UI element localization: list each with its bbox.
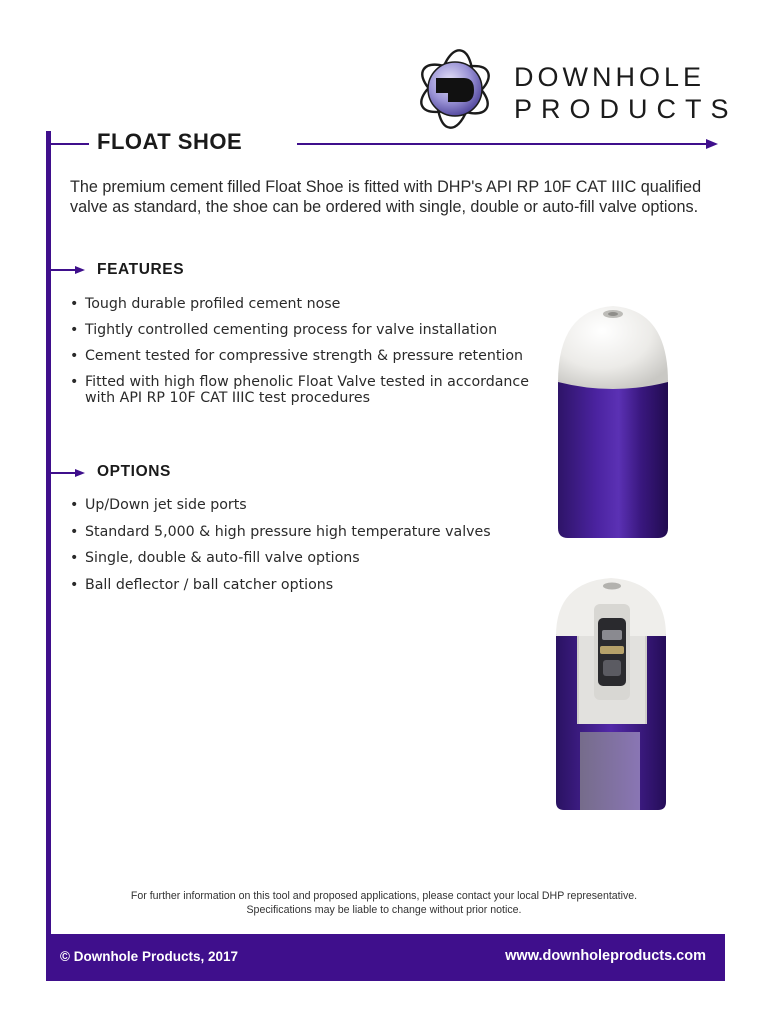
intro-paragraph: The premium cement filled Float Shoe is fitted with DHP's API RP 10F CAT IIIC qualified valve as standard, the shoe can be ordered with single, double or auto-fill valve options. xyxy=(70,178,702,216)
title-arrow-icon xyxy=(706,139,718,149)
list-item: • Standard 5,000 & high pressure high temperature valves xyxy=(70,524,540,540)
left-accent-rule xyxy=(46,131,51,981)
website-link[interactable]: www.downholeproducts.com xyxy=(505,948,706,964)
list-item: • Up/Down jet side ports xyxy=(70,497,540,513)
list-item: • Cement tested for compressive strength & pressure retention xyxy=(70,348,530,364)
list-item: • Tightly controlled cementing process for valve installation xyxy=(70,322,530,338)
options-rule xyxy=(51,472,75,474)
features-list xyxy=(70,296,530,416)
page-title: FLOAT SHOE xyxy=(97,129,243,154)
features-rule xyxy=(51,269,75,271)
options-list xyxy=(70,497,540,603)
footer-note: For further information on this tool and proposed applications, please contact your local DHP representative. Specifications may be liable to change without prior notice. xyxy=(130,890,638,916)
title-rule xyxy=(297,143,709,145)
list-item: • Tough durable profiled cement nose xyxy=(70,296,530,312)
copyright-text: © Downhole Products, 2017 xyxy=(60,949,238,964)
list-item: • Single, double & auto-fill valve options xyxy=(70,550,540,566)
brand-line-2: PRODUCTS xyxy=(514,94,738,124)
options-heading: OPTIONS xyxy=(97,463,171,480)
float-shoe-cutaway-image xyxy=(548,574,678,814)
options-arrow-icon xyxy=(75,469,85,477)
list-item: • Ball deflector / ball catcher options xyxy=(70,577,540,593)
float-shoe-exterior-image xyxy=(548,300,678,555)
features-arrow-icon xyxy=(75,266,85,274)
list-item: • Fitted with high flow phenolic Float Valve tested in accordance with API RP 10F CAT IIIC test procedures xyxy=(70,374,530,406)
features-heading: FEATURES xyxy=(97,261,185,278)
dhp-logo-icon xyxy=(414,46,496,132)
title-dash xyxy=(51,143,89,145)
brand-line-1: DOWNHOLE xyxy=(514,62,706,92)
